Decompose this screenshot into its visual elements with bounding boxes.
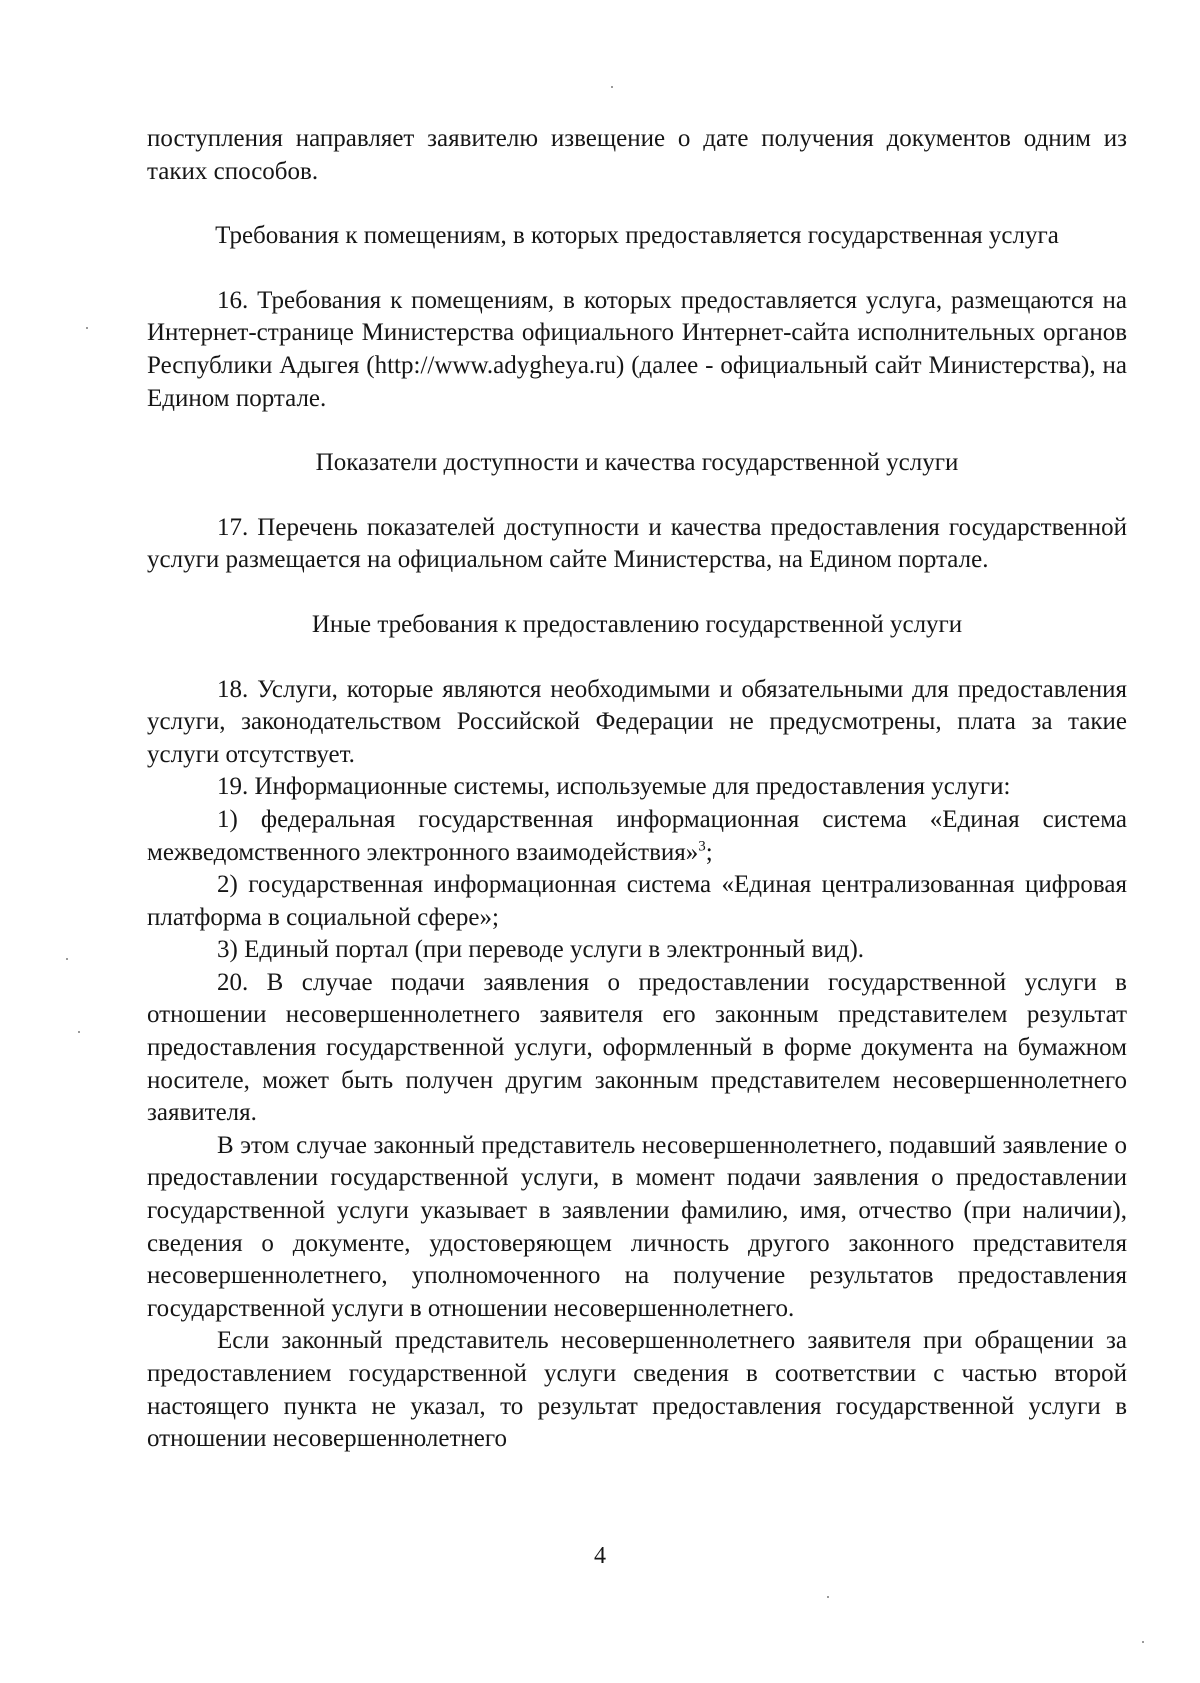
heading-accessibility-indicators: Показатели доступности и качества государственной услуги [315, 449, 959, 477]
scan-speck [611, 86, 613, 88]
heading-other-requirements: Иные требования к предоставлению государственной услуги [311, 610, 963, 638]
scan-speck [1142, 1641, 1144, 1643]
paragraph-19-item-1-end: ; [705, 838, 713, 866]
scan-speck [66, 958, 68, 960]
paragraph-17: 17. Перечень показателей доступности и качества предоставления государственной услуги размещается на официальном сайте Министерства, на Едином портале. [147, 513, 1127, 574]
page-number: 4 [594, 1543, 606, 1569]
paragraph-20-part-2: В этом случае законный представитель несовершеннолетнего, подавший заявление о предоставлении государственной услуги, в момент подачи заявления о предоставлении государственной услуги указывает в заявлении фамилию, имя, отчество (при наличии), сведения о документе, удостоверяющем личность другого законного представителя несовершеннолетнего, уполномоченного на получение результатов предоставления государственной услуги в отношении несовершеннолетнего. [147, 1131, 1127, 1322]
paragraph-19-item-1 [147, 804, 1127, 869]
scan-speck [86, 327, 88, 329]
paragraph-20: 20. В случае подачи заявления о предоставлении государственной услуги в отношении несовершеннолетнего заявителя его законным представителем результат предоставления государственной услуги, оформленный в форме документа на бумажном носителе, может быть получен другим законным представителем несовершеннолетнего заявителя. [147, 968, 1127, 1127]
footnote-marker: 3 [698, 838, 706, 855]
scan-speck [78, 1031, 80, 1033]
paragraph-20-part-3: Если законный представитель несовершеннолетнего заявителя при обращении за предоставлением государственной услуги сведения в соответствии с частью второй настоящего пункта не указал, то результат предоставления государственной услуги в отношении несовершеннолетнего [147, 1327, 1127, 1453]
document-page [147, 123, 1127, 1456]
paragraph-18: 18. Услуги, которые являются необходимыми и обязательными для предоставления услуги, законодательством Российской Федерации не предусмотрены, плата за такие услуги отсутствует. [147, 675, 1127, 768]
paragraph-19-item-2: 2) государственная информационная система «Единая централизованная цифровая платформа в социальной сфере»; [147, 871, 1127, 931]
paragraph-intro: поступления направляет заявителю извещение о дате получения документов одним из таких способов. [147, 125, 1127, 185]
paragraph-16: 16. Требования к помещениям, в которых предоставляется услуга, размещаются на Интернет-странице Министерства официального Интернет-сайта исполнительных органов Республики Адыгея (http://www.adygheya.ru) (далее - официальный сайт Министерства), на Едином портале. [147, 286, 1127, 412]
paragraph-19-item-3: 3) Единый портал (при переводе услуги в электронный вид). [217, 936, 865, 964]
paragraph-19: 19. Информационные системы, используемые для предоставления услуги: [217, 773, 1011, 801]
scan-speck [827, 1596, 829, 1598]
paragraph-19-item-1-text: 1) федеральная государственная информационная система «Единая система межведомственного электронного взаимодействия» [147, 805, 1127, 866]
heading-premises-requirements: Требования к помещениям, в которых предоставляется государственная услуга [215, 222, 1059, 250]
